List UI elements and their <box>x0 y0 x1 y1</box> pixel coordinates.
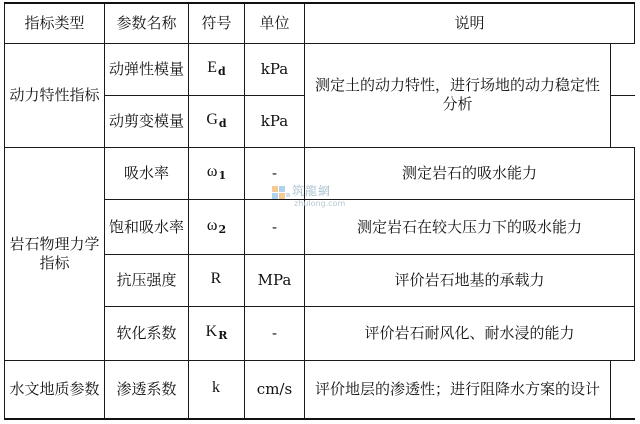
header-type: 指标类型 <box>5 3 105 43</box>
header-description: 说明 <box>305 3 635 43</box>
side-cell <box>611 95 635 147</box>
param-name-cell: 渗透系数 <box>105 361 189 419</box>
unit-cell: MPa <box>245 254 305 306</box>
param-name-cell: 软化系数 <box>105 306 189 360</box>
header-unit: 单位 <box>245 3 305 43</box>
unit-cell: - <box>245 148 305 200</box>
header-name: 参数名称 <box>105 3 189 43</box>
symbol: G <box>206 111 218 129</box>
symbol-subscript: d <box>218 64 226 78</box>
unit-cell: cm/s <box>245 361 305 419</box>
description-cell: 评价地层的渗透性；进行阻降水方案的设计 <box>305 361 611 419</box>
param-name-cell: 抗压强度 <box>105 254 189 306</box>
group-type-cell: 动力特性指标 <box>5 43 105 148</box>
symbol-cell <box>189 95 245 147</box>
symbol-subscript: 1 <box>218 169 227 183</box>
param-name-cell: 吸水率 <box>105 148 189 200</box>
description-cell: 测定岩石在较大压力下的吸水能力 <box>305 200 635 254</box>
symbol-subscript: d <box>218 117 227 131</box>
description-cell: 评价岩石耐风化、耐水浸的能力 <box>305 306 635 360</box>
unit-cell: - <box>245 200 305 254</box>
description-cell: 测定土的动力特性，进行场地的动力稳定性分析 <box>305 43 611 148</box>
symbol: k <box>212 379 220 397</box>
param-name-cell: 动剪变模量 <box>105 95 189 147</box>
symbol: ω <box>206 163 218 181</box>
side-cell <box>611 43 635 95</box>
symbol-subscript: 2 <box>218 222 227 236</box>
parameter-table <box>4 2 635 420</box>
group-type-cell: 岩石物理力学指标 <box>5 148 105 361</box>
unit-cell: kPa <box>245 43 305 95</box>
description-cell: 评价岩石地基的承载力 <box>305 254 635 306</box>
symbol-cell <box>189 148 245 200</box>
watermark-url: zhulong.com <box>294 199 346 208</box>
group-type-cell: 水文地质参数 <box>5 361 105 419</box>
symbol-cell <box>189 306 245 360</box>
symbol: K <box>205 323 218 341</box>
symbol: R <box>210 269 222 287</box>
table-row <box>5 148 635 200</box>
symbol-cell <box>189 43 245 95</box>
symbol-cell <box>189 361 245 419</box>
param-name-cell: 饱和吸水率 <box>105 200 189 254</box>
side-cell <box>611 361 635 419</box>
header-symbol: 符号 <box>189 3 245 43</box>
symbol: E <box>207 58 218 76</box>
symbol: ω <box>206 216 218 234</box>
description-cell: 测定岩石的吸水能力 <box>305 148 635 200</box>
symbol-cell <box>189 200 245 254</box>
header-row <box>5 3 635 43</box>
table-row <box>5 43 635 95</box>
param-name-cell: 动弹性模量 <box>105 43 189 95</box>
table-row <box>5 361 635 419</box>
symbol-subscript: R <box>218 329 228 343</box>
unit-cell: - <box>245 306 305 360</box>
watermark-text: 筑龍網 <box>292 184 332 198</box>
symbol-cell <box>189 254 245 306</box>
unit-cell: kPa <box>245 95 305 147</box>
